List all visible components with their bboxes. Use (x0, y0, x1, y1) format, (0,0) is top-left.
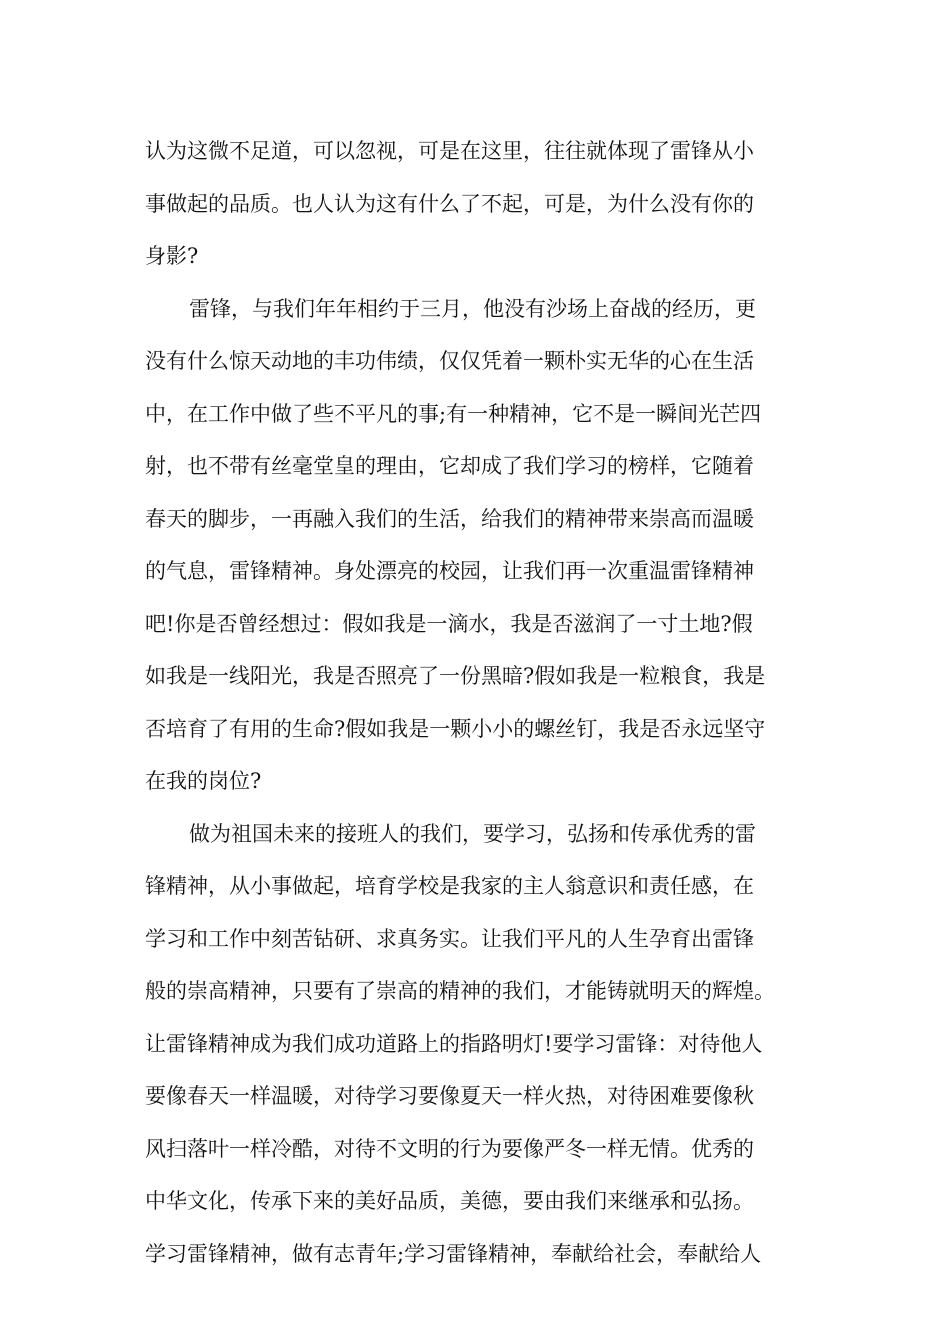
text-line: 风扫落叶一样冷酷，对待不文明的行为要像严冬一样无情。优秀的 (145, 1136, 754, 1161)
text-line: 中华文化，传承下来的美好品质，美德，要由我们来继承和弘扬。 (145, 1189, 754, 1213)
body-text (145, 125, 825, 1280)
text-line: 让雷锋精神成为我们成功道路上的指路明灯!要学习雷锋：对待他人 (145, 1031, 763, 1056)
text-line: 的气息，雷锋精神。身处漂亮的校园，让我们再一次重温雷锋精神 (145, 559, 754, 583)
text-line: 没有什么惊天动地的丰功伟绩，仅仅凭着一颗朴实无华的心在生活 (145, 349, 754, 373)
text-line: 春天的脚步，一再融入我们的生活，给我们的精神带来崇高而温暖 (145, 506, 754, 531)
text-line: 学习和工作中刻苦钻研、求真务实。让我们平凡的人生孕育出雷锋 (145, 926, 754, 951)
text-line: 中，在工作中做了些不平凡的事;有一种精神，它不是一瞬间光芒四 (145, 401, 762, 426)
text-line: 要像春天一样温暖，对待学习要像夏天一样火热，对待困难要像秋 (145, 1084, 754, 1108)
text-line: 认为这微不足道，可以忽视，可是在这里，往往就体现了雷锋从小 (145, 139, 754, 163)
text-line: 身影? (145, 244, 199, 268)
paragraph-first-line: 雷锋，与我们年年相约于三月，他没有沙场上奋战的经历，更 (189, 296, 756, 321)
text-line: 射，也不带有丝毫堂皇的理由，它却成了我们学习的榜样，它随着 (145, 454, 754, 478)
text-line: 学习雷锋精神，做有志青年;学习雷锋精神，奉献给社会，奉献给人 (145, 1241, 762, 1266)
paragraph-first-line: 做为祖国未来的接班人的我们，要学习，弘扬和传承优秀的雷 (189, 821, 756, 846)
text-line: 锋精神，从小事做起，培育学校是我家的主人翁意识和责任感，在 (145, 874, 754, 898)
text-line: 否培育了有用的生命?假如我是一颗小小的螺丝钉，我是否永远坚守 (145, 716, 766, 741)
text-line: 事做起的品质。也人认为这有什么了不起，可是，为什么没有你的 (145, 191, 754, 216)
text-line: 般的崇高精神，只要有了崇高的精神的我们，才能铸就明天的辉煌。 (145, 979, 775, 1003)
text-line: 吧!你是否曾经想过：假如我是一滴水，我是否滋润了一寸土地?假 (145, 611, 753, 636)
text-line: 如我是一线阳光，我是否照亮了一份黑暗?假如我是一粒粮食，我是 (145, 664, 766, 688)
text-line: 在我的岗位? (145, 769, 262, 793)
